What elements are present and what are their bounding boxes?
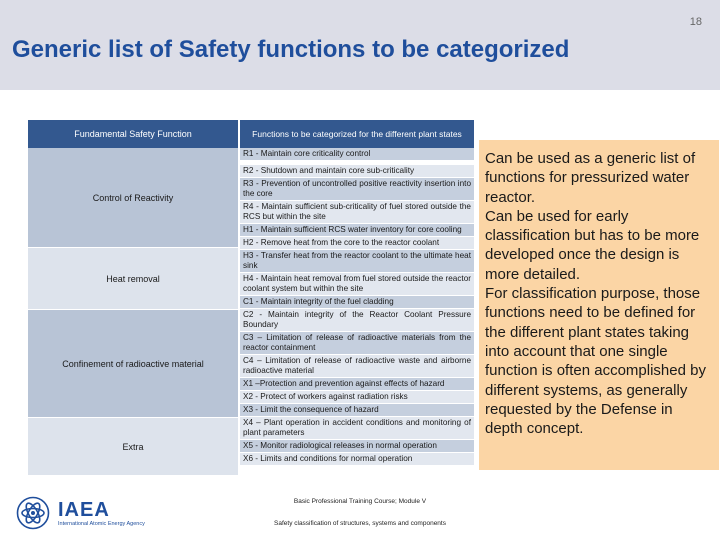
iaea-logo [16,496,166,530]
functions-column-header: Functions to be categorized for the different plant states [240,120,474,148]
function-row: X6 - Limits and conditions for normal operation [240,453,474,466]
function-row: X4 – Plant operation in accident conditions and monitoring of plant parameters [240,417,474,440]
function-row: R4 - Maintain sufficient sub-criticality of fuel stored outside the RCS but within the site [240,201,474,224]
note-paragraph-3: For classification purpose, those functions need to be defined for the different plant states taking into account that one single function is often accomplished by different systems, as generally requested by the Defense in depth concept. [485,285,706,438]
function-row: H2 - Remove heat from the core to the reactor coolant [240,237,474,250]
logo-subtitle: International Atomic Energy Agency [58,521,145,527]
function-row: C2 - Maintain integrity of the Reactor Coolant Pressure Boundary [240,309,474,332]
fsf-extra: Extra [28,418,238,476]
function-row: R3 - Prevention of uncontrolled positive reactivity insertion into the core [240,178,474,201]
page-number: 18 [689,16,702,28]
function-row: C3 – Limitation of release of radioactive materials from the reactor containment [240,332,474,355]
function-row: H1 - Maintain sufficient RCS water inventory for core cooling [240,224,474,237]
fsf-confinement: Confinement of radioactive material [28,310,238,418]
footer-course: Basic Professional Training Course; Module V [293,498,427,505]
function-row: C4 – Limitation of release of radioactive waste and airborne radioactive material [240,355,474,378]
logo-text: IAEA [58,499,110,521]
note-box [479,140,719,470]
footer-topic: Safety classification of structures, systems and components [274,520,446,527]
function-row: X5 - Monitor radiological releases in normal operation [240,440,474,453]
function-row: X2 - Protect of workers against radiation risks [240,391,474,404]
function-row: R2 - Shutdown and maintain core sub-criticality [240,161,474,178]
fundamental-safety-function-column [28,120,238,476]
function-row: C1 - Maintain integrity of the fuel cladding [240,296,474,309]
function-row: X3 - Limit the consequence of hazard [240,404,474,417]
fsf-heat-removal: Heat removal [28,248,238,310]
function-row: H4 - Maintain heat removal from fuel stored outside the reactor coolant system but within the site [240,273,474,296]
note-paragraph-1: Can be used as a generic list of functions for pressurized water reactor. [485,150,696,206]
functions-column [240,120,474,466]
slide-title: Generic list of Safety functions to be categorized [12,36,570,63]
atom-icon [16,496,50,530]
function-row: R1 - Maintain core criticality control [240,148,474,161]
note-paragraph-2: Can be used for early classification but has to be more developed once the design is more detailed. [485,207,700,283]
function-row: H3 - Transfer heat from the reactor coolant to the ultimate heat sink [240,250,474,273]
function-row: X1 –Protection and prevention against effects of hazard [240,378,474,391]
fundamental-column-header: Fundamental Safety Function [28,120,238,148]
fsf-control-of-reactivity: Control of Reactivity [28,148,238,248]
